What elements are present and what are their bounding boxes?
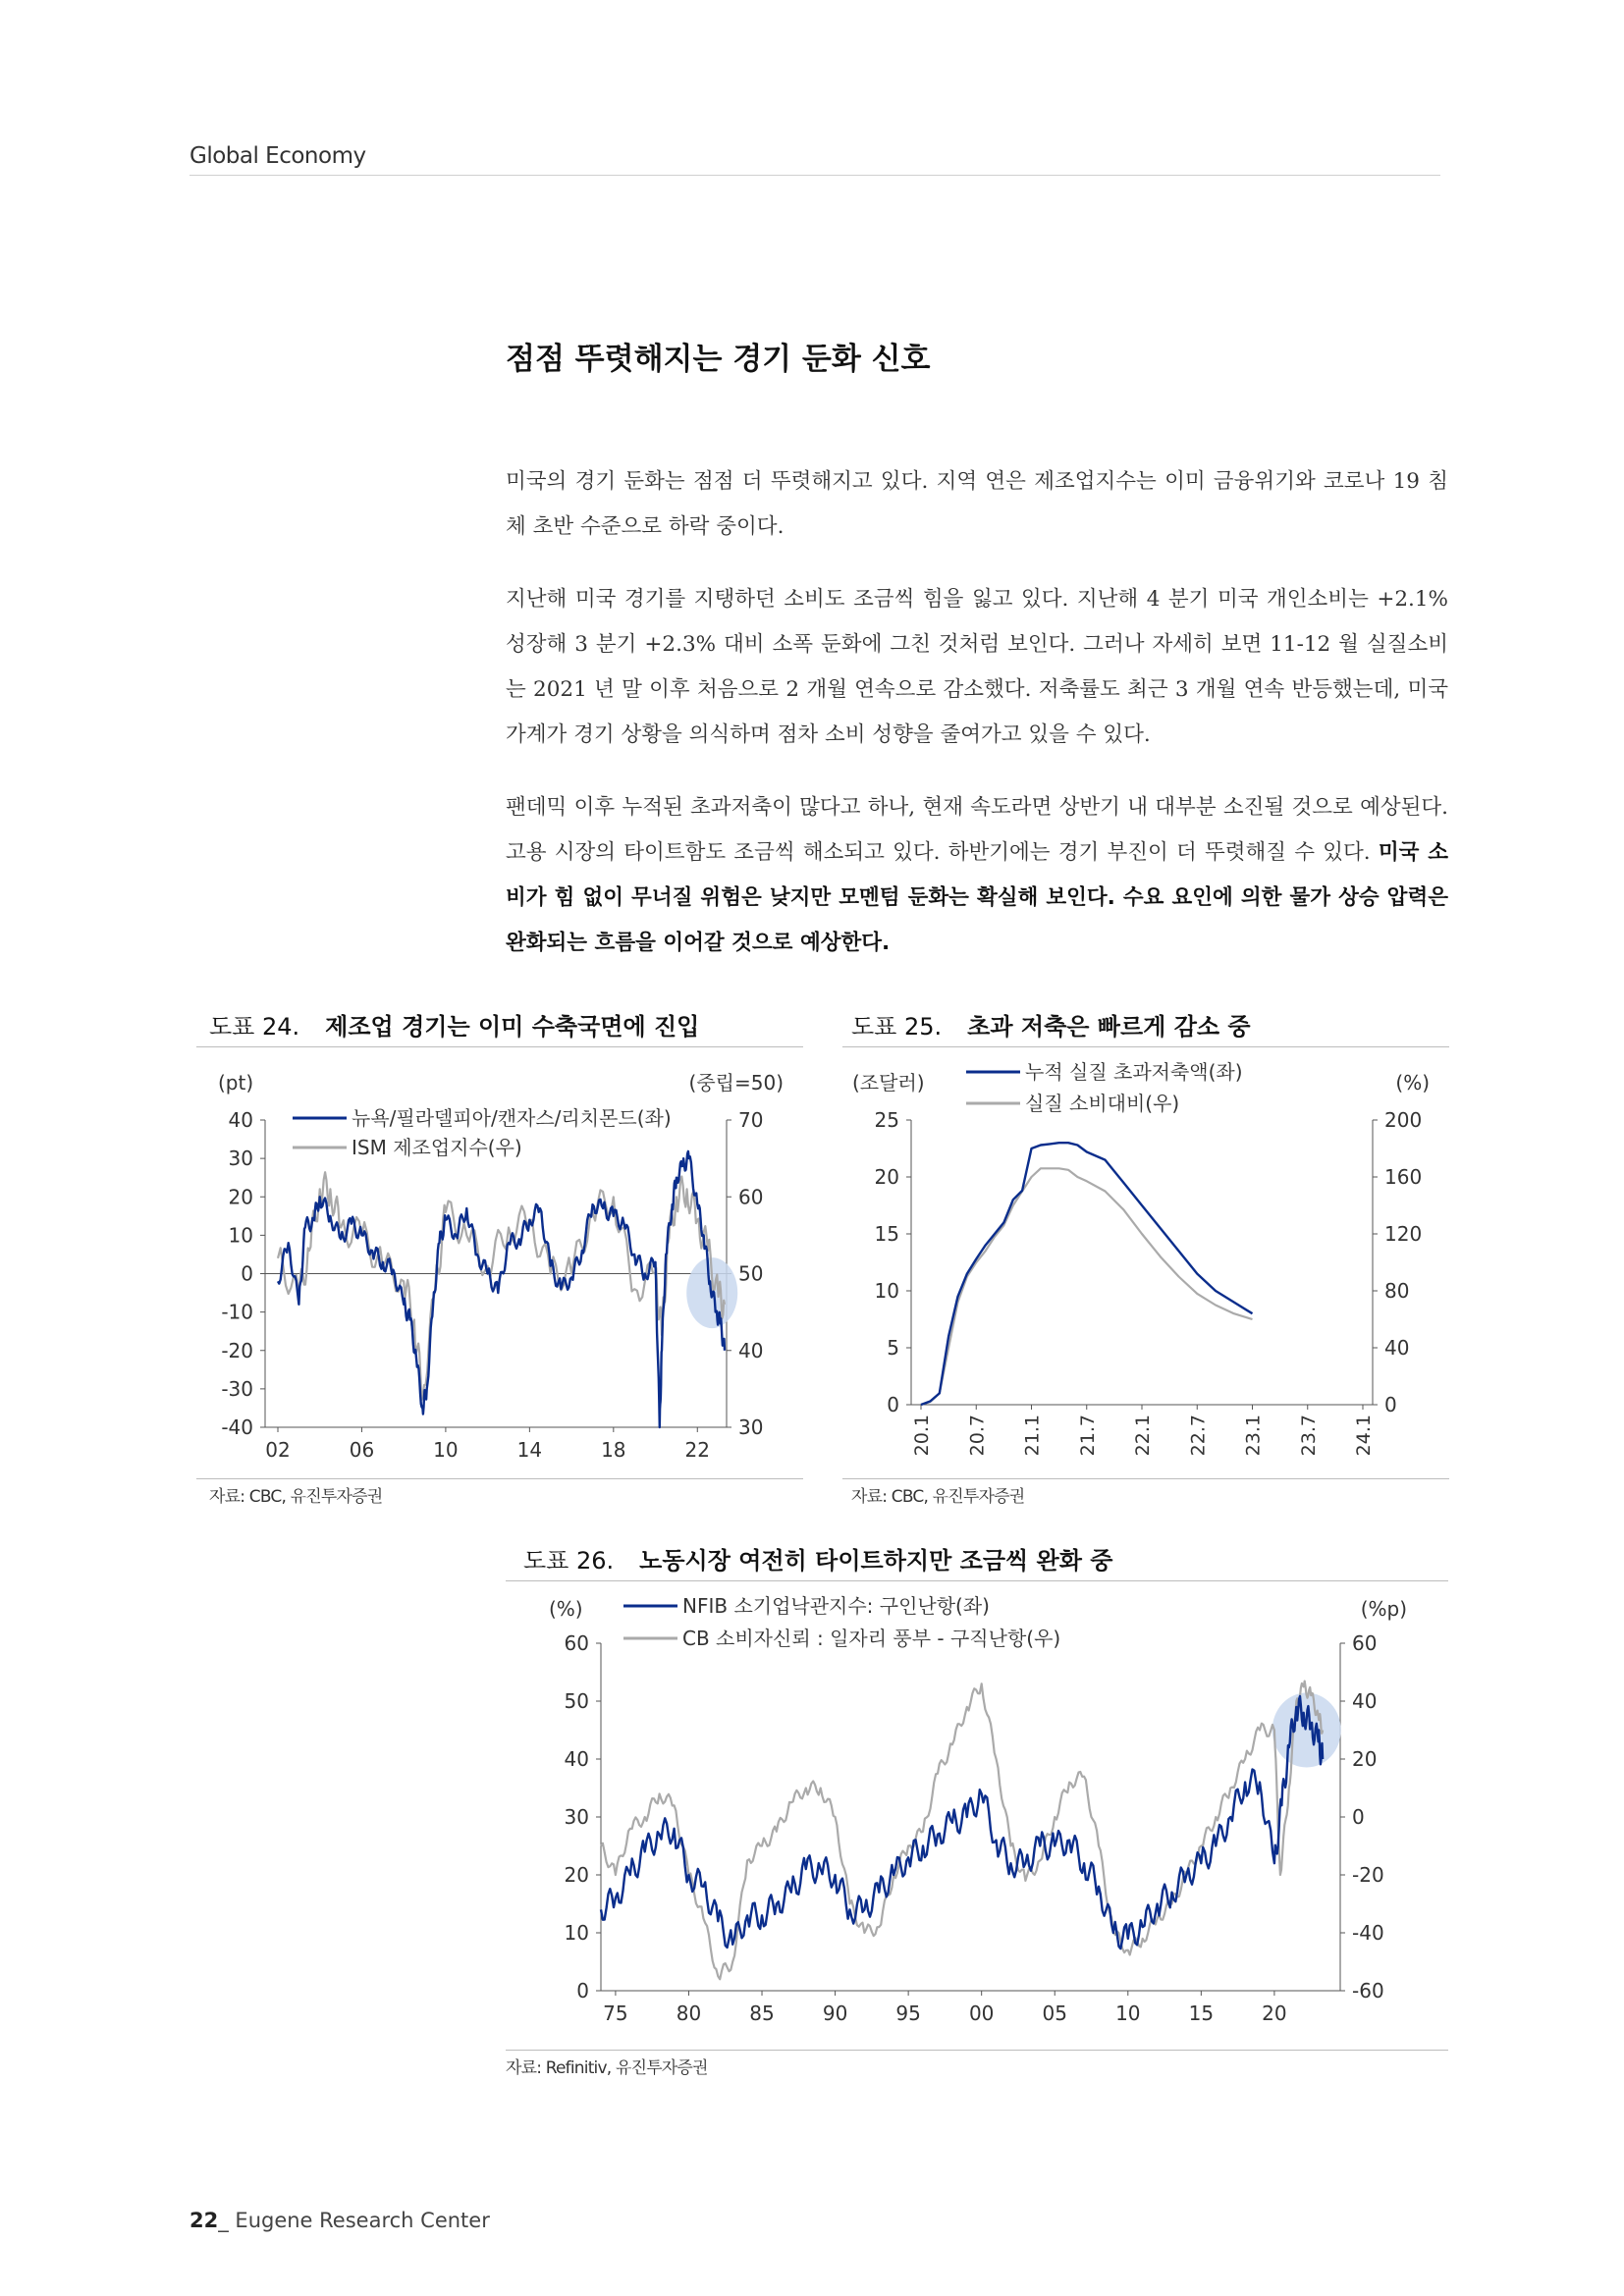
paragraph-3 xyxy=(506,785,1448,966)
chart-excess-savings xyxy=(842,1046,1449,1478)
left-tick-label: 40 xyxy=(228,1108,253,1132)
left-tick-label: 50 xyxy=(564,1689,589,1713)
highlight-circle xyxy=(1272,1693,1341,1768)
paragraph-2: 지난해 미국 경기를 지탱하던 소비도 조금씩 힘을 잃고 있다. 지난해 4 분기 미국 개인소비는 +2.1% 성장해 3 분기 +2.3% 대비 소폭 둔화에 그친 것처럼 보인다. 그러나 자세히 보면 11-12 월 실질소비는 2021 년 말 이후 처음으로 2 개월 연속으로 감소했다. 저축률도 최근 3 개월 연속 반등했는데, 미국 가계가 경기 상황을 의식하며 점차 소비 성향을 줄여가고 있을 수 있다. xyxy=(506,587,1448,747)
left-tick-label: 5 xyxy=(887,1336,899,1360)
left-tick-label: -20 xyxy=(221,1338,253,1362)
left-tick-label: 15 xyxy=(874,1222,899,1246)
figure-26-bottom-rule xyxy=(506,2050,1448,2051)
page-number: 22 xyxy=(189,2209,219,2232)
series-line-secondary xyxy=(601,1682,1323,1980)
x-tick-label: 14 xyxy=(516,1438,543,1462)
left-tick-label: -40 xyxy=(221,1415,253,1439)
left-tick-label: 40 xyxy=(564,1747,589,1771)
left-unit-label: (조달러) xyxy=(852,1071,925,1095)
x-tick-label: 22.7 xyxy=(1187,1415,1210,1457)
right-tick-label: 80 xyxy=(1384,1279,1410,1303)
figure-24-number: 도표 24. xyxy=(209,1013,300,1041)
paragraph-3-emphasis: 미국 소비가 힘 없이 무너질 위험은 낮지만 모멘텀 둔화는 확실해 보인다. 수요 요인에 의한 물가 상승 압력은 완화되는 흐름을 이어갈 것으로 예상한다. xyxy=(506,840,1448,955)
footer-separator: _ xyxy=(218,2209,236,2232)
left-tick-label: 10 xyxy=(564,1921,589,1945)
legend-label: ISM 제조업지수(우) xyxy=(352,1136,522,1159)
left-tick-label: 0 xyxy=(241,1261,253,1286)
left-unit-label: (pt) xyxy=(218,1071,254,1095)
left-tick-label: -10 xyxy=(221,1300,253,1324)
x-tick-label: 90 xyxy=(822,2002,848,2025)
right-tick-label: -20 xyxy=(1352,1863,1384,1887)
right-tick-label: -60 xyxy=(1352,1979,1384,2002)
right-unit-label: (%p) xyxy=(1360,1597,1407,1621)
left-tick-label: 10 xyxy=(874,1279,899,1303)
figure-24-source: 자료: CBC, 유진투자증권 xyxy=(209,1487,383,1507)
header-divider xyxy=(189,175,1440,176)
right-tick-label: 200 xyxy=(1384,1108,1423,1132)
legend-label: 누적 실질 초과저축액(좌) xyxy=(1025,1060,1243,1084)
left-tick-label: 0 xyxy=(576,1979,589,2002)
x-tick-label: 10 xyxy=(433,1438,459,1462)
figure-25-source: 자료: CBC, 유진투자증권 xyxy=(851,1487,1025,1507)
figure-26-source: 자료: Refinitiv, 유진투자증권 xyxy=(506,2058,708,2078)
running-header: Global Economy xyxy=(189,143,366,169)
right-tick-label: 60 xyxy=(1352,1631,1378,1655)
chart-manufacturing xyxy=(196,1046,803,1478)
figure-26-title xyxy=(523,1541,1112,1575)
left-tick-label: 10 xyxy=(228,1223,253,1248)
x-tick-label: 80 xyxy=(676,2002,702,2025)
x-tick-label: 10 xyxy=(1115,2002,1141,2025)
x-tick-label: 95 xyxy=(895,2002,921,2025)
x-tick-label: 23.7 xyxy=(1297,1415,1320,1457)
x-tick-label: 18 xyxy=(601,1438,626,1462)
legend-label: 실질 소비대비(우) xyxy=(1025,1092,1180,1115)
left-unit-label: (%) xyxy=(549,1597,583,1621)
figure-26-number: 도표 26. xyxy=(523,1547,615,1575)
right-unit-label: (중립=50) xyxy=(688,1071,784,1095)
left-tick-label: 30 xyxy=(228,1147,253,1171)
x-tick-label: 06 xyxy=(349,1438,375,1462)
x-tick-label: 21.7 xyxy=(1076,1415,1099,1457)
x-tick-label: 85 xyxy=(749,2002,775,2025)
figure-25-number: 도표 25. xyxy=(851,1013,943,1041)
right-tick-label: -40 xyxy=(1352,1921,1384,1945)
right-tick-label: 40 xyxy=(738,1338,764,1362)
left-tick-label: 30 xyxy=(564,1805,589,1829)
left-tick-label: 20 xyxy=(874,1165,899,1189)
chart-labor-market xyxy=(506,1580,1448,2050)
paragraph-3-text: 팬데믹 이후 누적된 초과저축이 많다고 하나, 현재 속도라면 상반기 내 대부분 소진될 것으로 예상된다. 고용 시장의 타이트함도 조금씩 해소되고 있다. 하반기에는 경기 부진이 더 뚜렷해질 수 있다. xyxy=(506,795,1448,865)
left-tick-label: 25 xyxy=(874,1108,899,1132)
right-tick-label: 70 xyxy=(738,1108,764,1132)
right-tick-label: 160 xyxy=(1384,1165,1423,1189)
page-footer xyxy=(189,2209,490,2232)
figure-25-bottom-rule xyxy=(842,1478,1449,1479)
left-tick-label: -30 xyxy=(221,1376,253,1401)
right-tick-label: 40 xyxy=(1384,1336,1410,1360)
figure-26-caption: 노동시장 여전히 타이트하지만 조금씩 완화 중 xyxy=(639,1547,1113,1575)
x-tick-label: 20 xyxy=(1262,2002,1287,2025)
legend-label: CB 소비자신뢰 : 일자리 풍부 - 구직난항(우) xyxy=(682,1627,1061,1650)
left-tick-label: 20 xyxy=(564,1863,589,1887)
right-tick-label: 20 xyxy=(1352,1747,1378,1771)
x-tick-label: 20.7 xyxy=(966,1415,989,1457)
x-tick-label: 23.1 xyxy=(1242,1415,1265,1457)
legend-label: 뉴욕/필라델피아/캔자스/리치몬드(좌) xyxy=(352,1106,672,1130)
right-tick-label: 0 xyxy=(1352,1805,1365,1829)
figure-25-caption: 초과 저축은 빠르게 감소 중 xyxy=(967,1013,1251,1041)
x-tick-label: 15 xyxy=(1188,2002,1215,2025)
x-tick-label: 00 xyxy=(968,2002,995,2025)
footer-text: Eugene Research Center xyxy=(235,2209,490,2232)
figure-24-bottom-rule xyxy=(196,1478,803,1479)
x-tick-label: 02 xyxy=(265,1438,291,1462)
right-tick-label: 50 xyxy=(738,1261,764,1286)
figure-24-title xyxy=(209,1007,699,1041)
x-tick-label: 21.1 xyxy=(1021,1415,1044,1457)
series-line-secondary xyxy=(921,1168,1253,1405)
left-tick-label: 20 xyxy=(228,1185,253,1209)
left-tick-label: 0 xyxy=(887,1393,899,1416)
right-tick-label: 0 xyxy=(1384,1393,1397,1416)
right-tick-label: 30 xyxy=(738,1415,764,1439)
paragraph-1: 미국의 경기 둔화는 점점 더 뚜렷해지고 있다. 지역 연은 제조업지수는 이미 금융위기와 코로나 19 침체 초반 수준으로 하락 중이다. xyxy=(506,469,1448,539)
x-tick-label: 22 xyxy=(684,1438,710,1462)
right-tick-label: 40 xyxy=(1352,1689,1378,1713)
x-tick-label: 22.1 xyxy=(1132,1415,1154,1457)
section-title: 점점 뚜렷해지는 경기 둔화 신호 xyxy=(506,342,931,377)
figure-25-title xyxy=(851,1007,1251,1041)
x-tick-label: 20.1 xyxy=(911,1415,933,1457)
right-unit-label: (%) xyxy=(1395,1071,1430,1095)
x-tick-label: 24.1 xyxy=(1353,1415,1375,1457)
x-tick-label: 75 xyxy=(603,2002,628,2025)
left-tick-label: 60 xyxy=(564,1631,589,1655)
right-tick-label: 60 xyxy=(738,1185,764,1209)
figure-24-caption: 제조업 경기는 이미 수축국면에 진입 xyxy=(325,1013,700,1041)
x-tick-label: 05 xyxy=(1042,2002,1067,2025)
right-tick-label: 120 xyxy=(1384,1222,1423,1246)
legend-label: NFIB 소기업낙관지수: 구인난항(좌) xyxy=(682,1594,990,1618)
